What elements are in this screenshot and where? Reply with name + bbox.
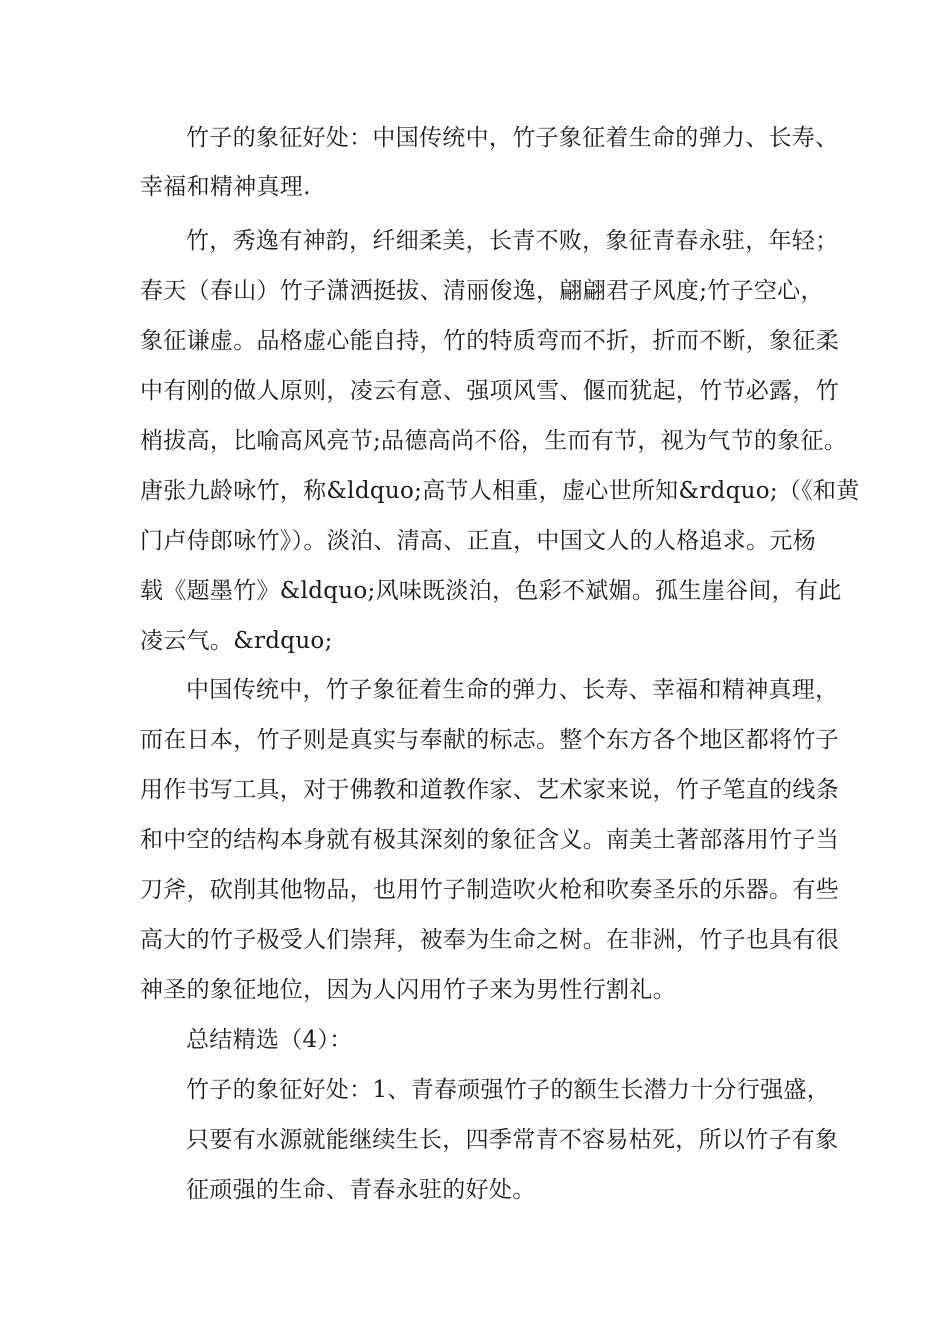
text-line: 只要有水源就能继续生长，四季常青不容易枯死，所以竹子有象 (186, 1127, 839, 1153)
text-line: 载《题墨竹》&ldquo;风味既淡泊，色彩不斌媚。孤生崖谷间，有此 (140, 578, 842, 604)
text-line: 高大的竹子极受人们崇拜，被奉为生命之树。在非洲，竹子也具有很 (140, 927, 839, 953)
text-line: 门卢侍郎咏竹》）。淡泊、清高、正直，中国文人的人格追求。元杨 (140, 528, 816, 554)
text-line: 而在日本，竹子则是真实与奉献的标志。整个东方各个地区都将竹子 (140, 727, 839, 753)
text-line: 和中空的结构本身就有极其深刻的象征含义。南美土著部落用竹子当 (140, 827, 839, 853)
text-line: 总结精选（4）： (186, 1027, 353, 1053)
text-line: 梢拔高，比喻高风亮节;品德高尚不俗，生而有节，视为气节的象征。 (140, 428, 848, 454)
text-line: 幸福和精神真理. (140, 174, 311, 200)
text-line: 刀斧，砍削其他物品，也用竹子制造吹火枪和吹奏圣乐的乐器。有些 (140, 877, 839, 903)
text-line: 春天（春山）竹子潇洒挺拔、清丽俊逸，翩翩君子风度;竹子空心， (140, 278, 824, 304)
text-line: 神圣的象征地位，因为人闪用竹子来为男性行割礼。 (140, 977, 676, 1003)
text-line: 中国传统中，竹子象征着生命的弹力、长寿、幸福和精神真理， (186, 677, 839, 703)
text-line: 用作书写工具，对于佛教和道教作家、艺术家来说，竹子笔直的线条 (140, 777, 839, 803)
text-line: 竹，秀逸有神韵，纤细柔美，长青不败，象征青春永驻，年轻； (186, 228, 839, 254)
text-line: 凌云气。&rdquo; (140, 628, 333, 654)
text-line: 竹子的象征好处：1、青春顽强竹子的额生长潜力十分行强盛， (186, 1077, 831, 1103)
text-line: 征顽强的生命、青春永驻的好处。 (186, 1177, 536, 1203)
text-line: 中有刚的做人原则，凌云有意、强项风雪、偃而犹起，竹节必露，竹 (140, 378, 839, 404)
text-line: 唐张九龄咏竹，称&ldquo;高节人相重，虚心世所知&rdquo;（《和黄 (140, 478, 860, 504)
text-line: 竹子的象征好处：中国传统中，竹子象征着生命的弹力、长寿、 (186, 125, 839, 151)
text-line: 象征谦虚。品格虚心能自持，竹的特质弯而不折，折而不断，象征柔 (140, 328, 839, 354)
